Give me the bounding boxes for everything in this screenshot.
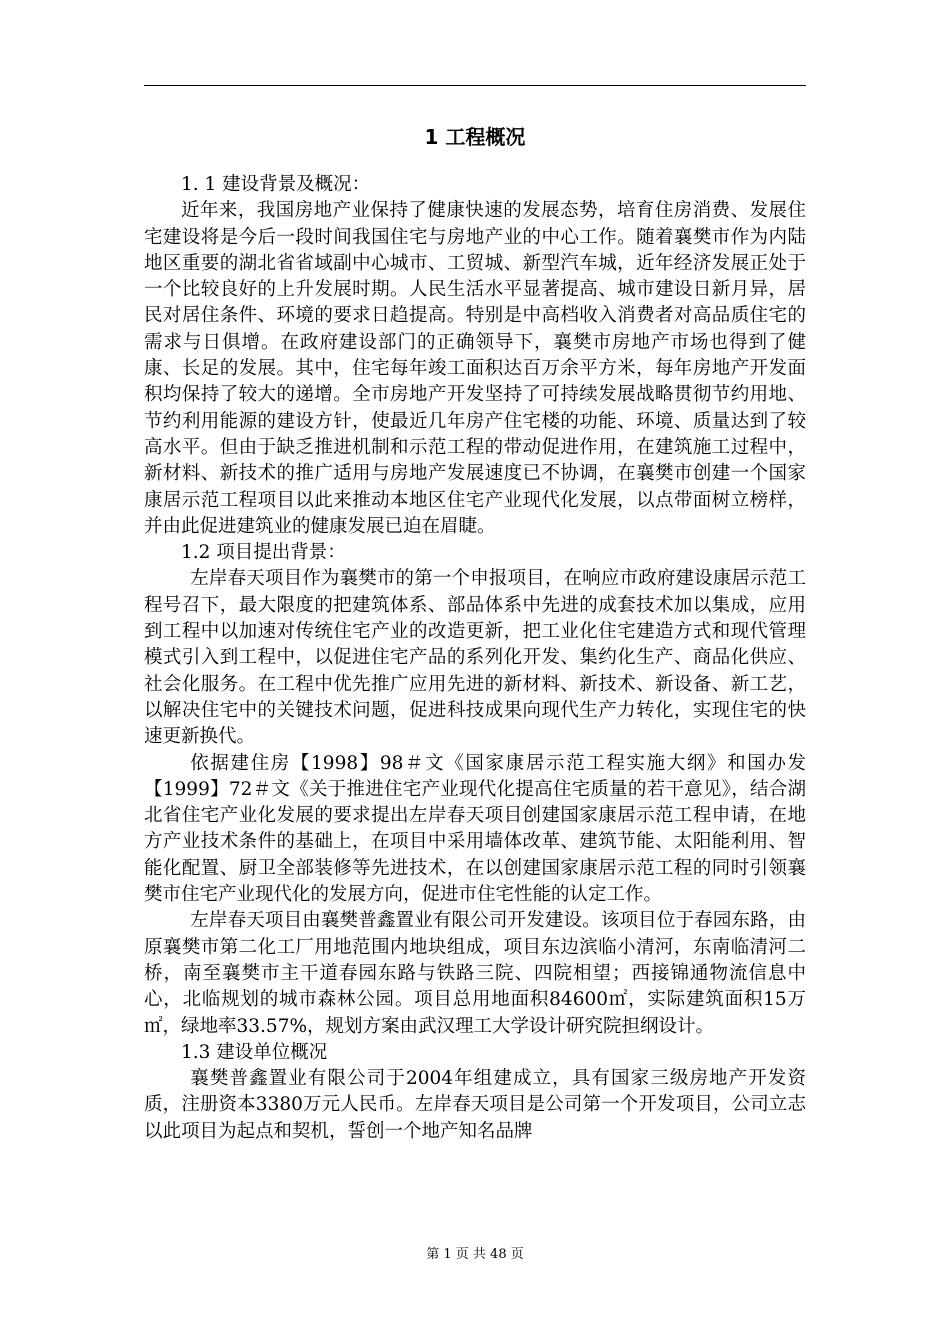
section-heading-1-1: 1. 1 建设背景及概况：: [181, 174, 371, 195]
paragraph-policy-basis: 依据建住房【1998】98＃文《国家康居示范工程实施大纲》和国办发【1999】72＃文《关于推进住宅产业现代化提高住宅质量的若干意见》，结合湖北省住宅产业化发展的要求提出左岸春天项目创建国家康居示范工程申请，在地方产业技术条件的基础上，在项目中采用墙体改革、建筑节能、太阳能利用、智能化配置、厨卫全部装修等先进技术，在以创建国家康居示范工程的同时引领襄樊市住宅产业现代化的发展方向，促进市住宅性能的认定工作。: [144, 752, 806, 906]
paragraph-developer: 襄樊普鑫置业有限公司于2004年组建成立，具有国家三级房地产开发资质，注册资本3380万元人民币。左岸春天项目是公司第一个开发项目，公司立志以此项目为起点和契机，誓创一个地产知名品牌: [144, 1068, 806, 1142]
document-body: [144, 172, 806, 1145]
paragraph-project-site: 左岸春天项目由襄樊普鑫置业有限公司开发建设。该项目位于春园东路，由原襄樊市第二化工厂用地范围内地块组成，项目东边滨临小清河，东南临清河二桥，南至襄樊市主干道春园东路与铁路三院、四院相望；西接锦通物流信息中心，北临规划的城市森林公园。项目总用地面积84600㎡，实际建筑面积15万㎡，绿地率33.57%，规划方案由武汉理工大学设计研究院担纲设计。: [144, 910, 806, 1037]
section-heading-1-2: 1.2 项目提出背景：: [181, 542, 346, 564]
page-title: 1 工程概况: [424, 125, 526, 149]
paragraph-project-proposal: 左岸春天项目作为襄樊市的第一个申报项目，在响应市政府建设康居示范工程号召下，最大限度的把建筑体系、部品体系中先进的成套技术加以集成，应用到工程中以加速对传统住宅产业的改造更新，把工业化住宅建造方式和现代管理模式引入到工程中，以促进住宅产品的系列化开发、集约化生产、商品化供应、社会化服务。在工程中优先推广应用先进的新材料、新技术、新设备、新工艺，以解决住宅中的关键技术问题，促进科技成果向现代生产力转化，实现住宅的快速更新换代。: [144, 568, 806, 748]
header-rule: [144, 85, 806, 86]
paragraph-background: 近年来，我国房地产业保持了健康快速的发展态势，培育住房消费、发展住宅建设将是今后一段时间我国住宅与房地产业的中心工作。随着襄樊市作为内陆地区重要的湖北省省域副中心城市、工贸城、新型汽车城，近年经济发展正处于一个比较良好的上升发展时期。人民生活水平显著提高、城市建设日新月异，居民对居住条件、环境的要求日趋提高。特别是中高档收入消费者对高品质住宅的需求与日俱增。在政府建设部门的正确领导下，襄樊市房地产市场也得到了健康、长足的发展。其中，住宅每年竣工面积达百万余平方米，每年房地产开发面积均保持了较大的递增。全市房地产开发坚持了可持续发展战略贯彻节约用地、节约利用能源的建设方针，使最近几年房产住宅楼的功能、环境、质量达到了较高水平。但由于缺乏推进机制和示范工程的带动促进作用，在建筑施工过程中，新材料、新技术的推广适用与房地产发展速度已不协调，在襄樊市创建一个国家康居示范工程项目以此来推动本地区住宅产业现代化发展，以点带面树立榜样，并由此促进建筑业的健康发展已迫在眉睫。: [144, 200, 806, 537]
section-heading-1-3: 1.3 建设单位概况: [181, 1041, 328, 1063]
page-number-footer: 第 1 页 共 48 页: [426, 1247, 524, 1262]
